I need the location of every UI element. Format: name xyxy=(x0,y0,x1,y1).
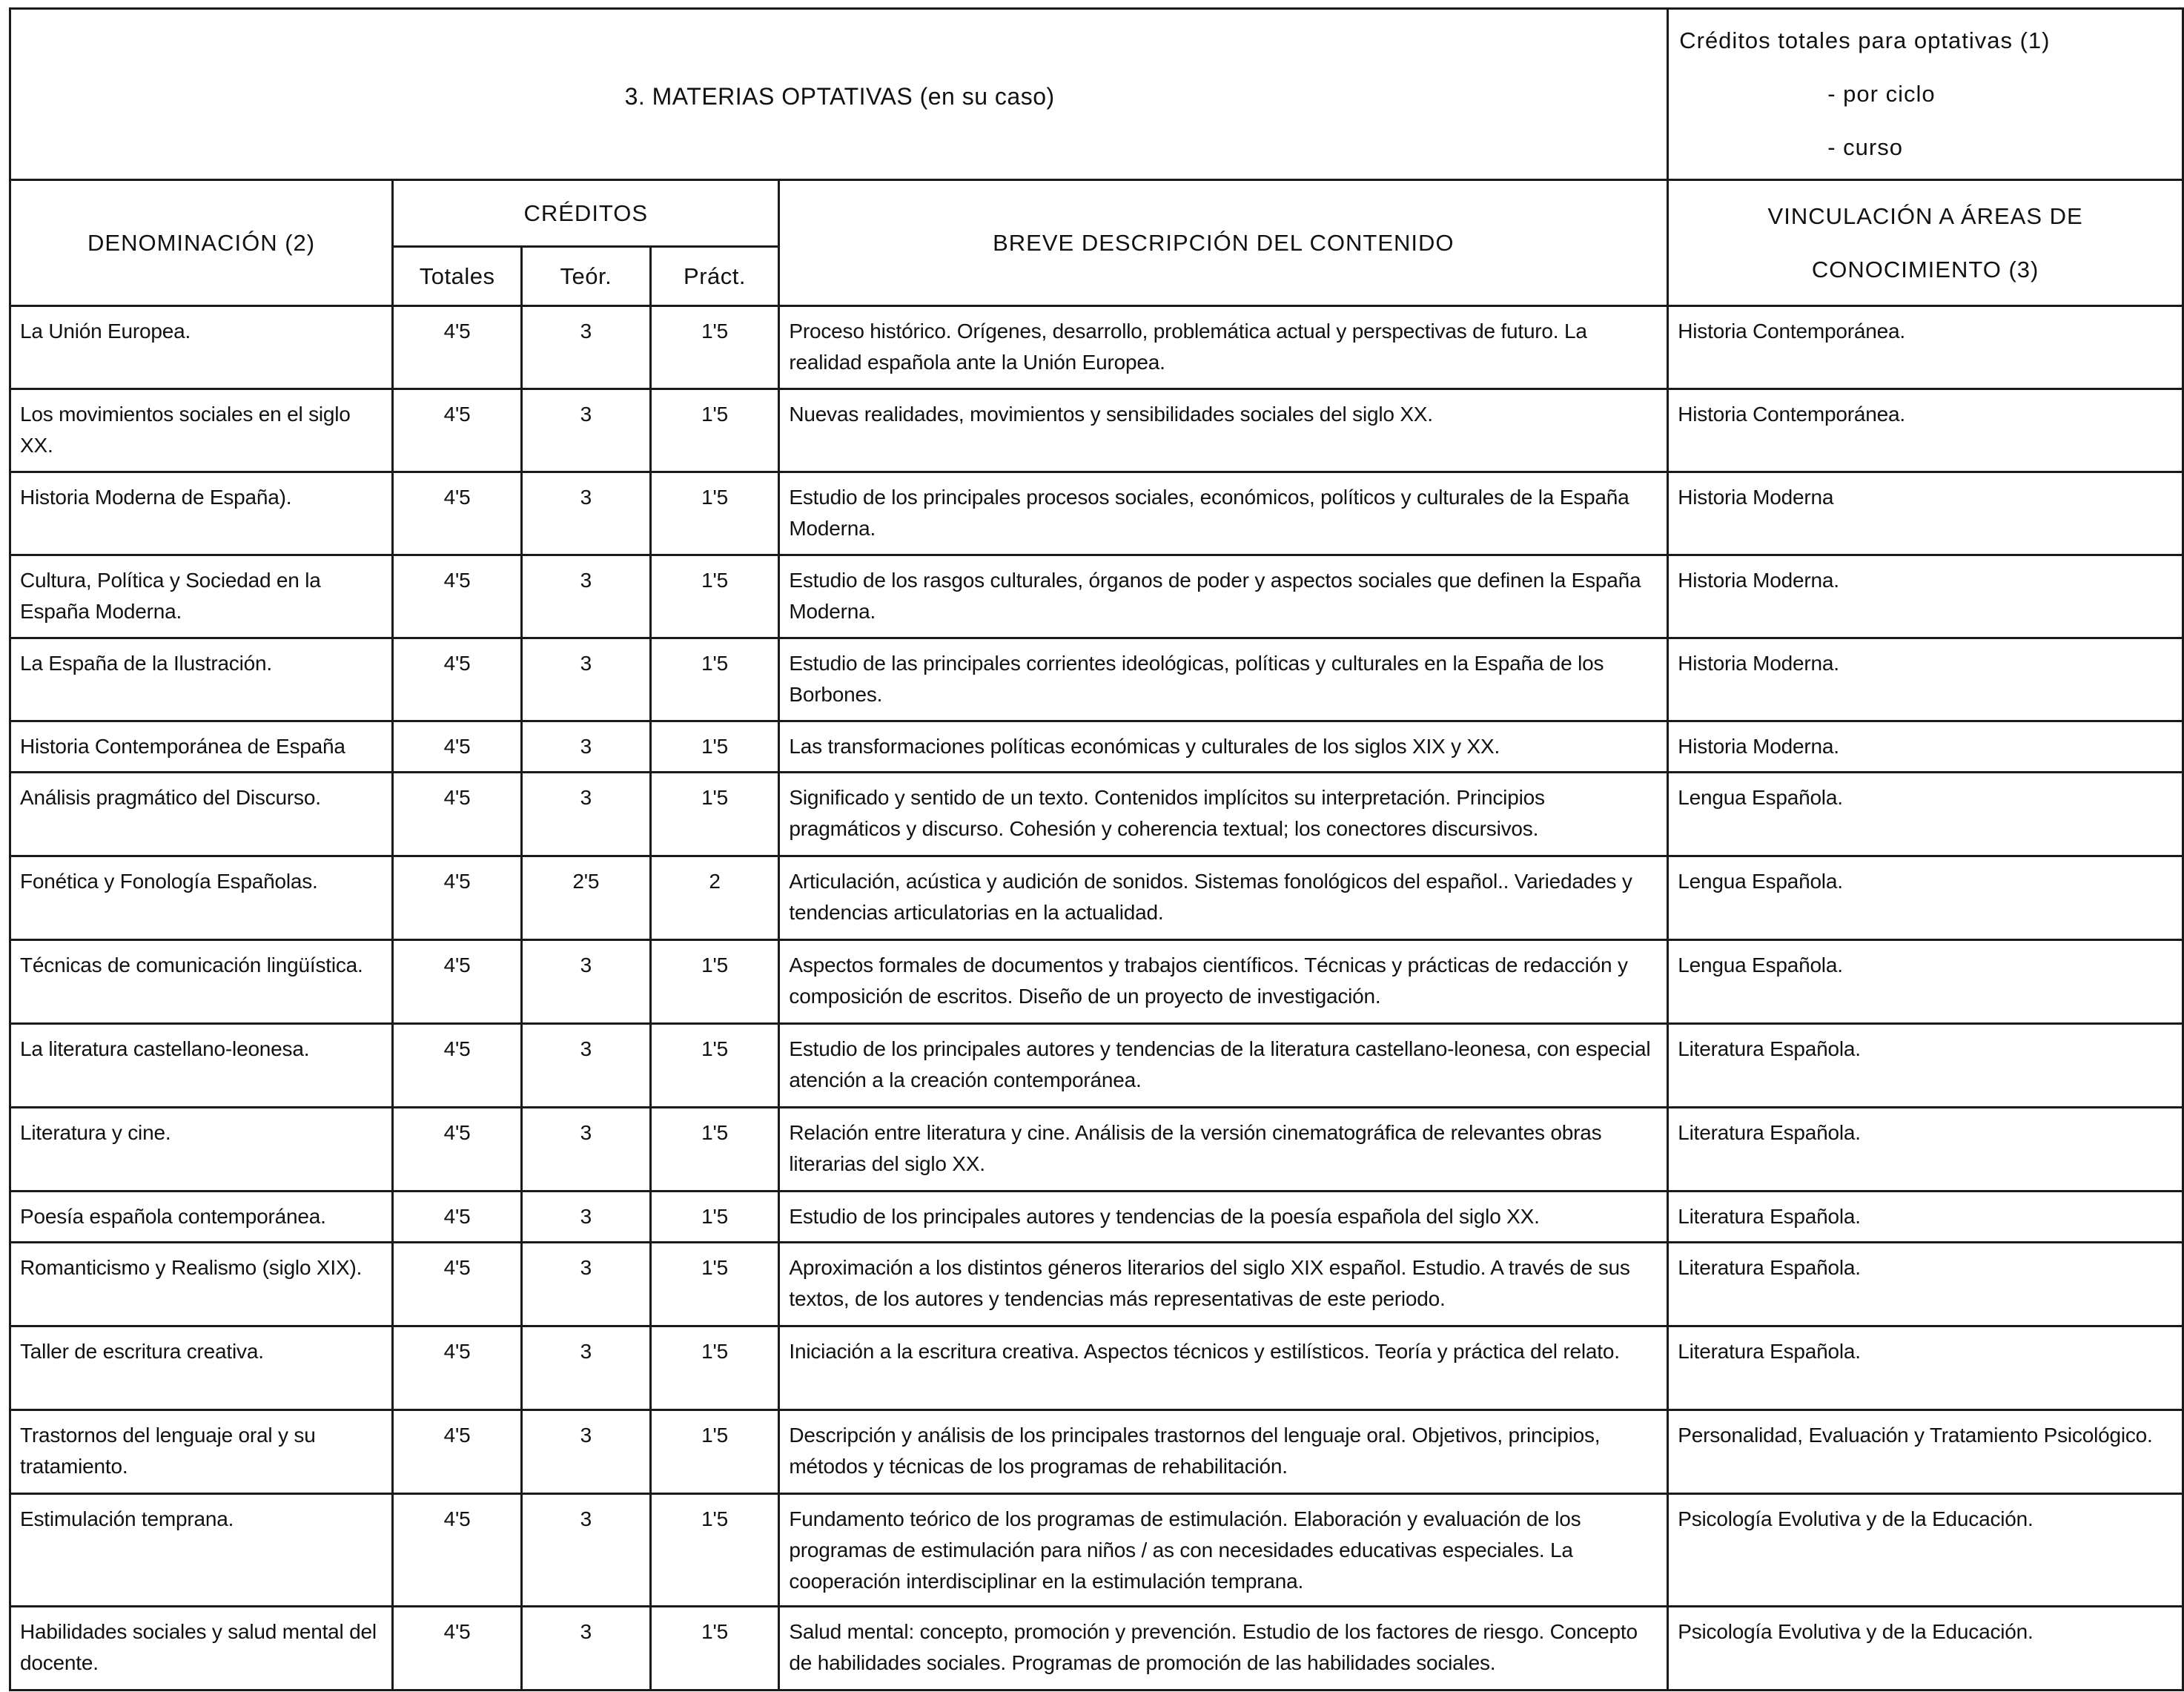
credits-teor: 3 xyxy=(521,389,650,472)
table-row xyxy=(10,773,2183,856)
credits-totales: 4'5 xyxy=(393,1192,522,1243)
table-row xyxy=(10,472,2183,555)
totals-cell xyxy=(1668,9,2183,180)
table-row xyxy=(10,1108,2183,1192)
subject-description: Aproximación a los distintos géneros literarios del siglo XIX español. Estudio. A través de sus textos, de los autores y tendencias más representativas de este periodo. xyxy=(779,1243,1668,1326)
knowledge-area: Historia Moderna. xyxy=(1668,555,2183,638)
credits-teor: 2'5 xyxy=(521,856,650,940)
table-row xyxy=(10,1024,2183,1108)
credits-totales: 4'5 xyxy=(393,1024,522,1108)
section-title: 3. MATERIAS OPTATIVAS (en su caso) xyxy=(10,9,1668,180)
credits-teor: 3 xyxy=(521,1192,650,1243)
knowledge-area: Literatura Española. xyxy=(1668,1243,2183,1326)
credits-pract: 1'5 xyxy=(650,638,779,721)
credits-pract: 1'5 xyxy=(650,306,779,389)
credits-teor: 3 xyxy=(521,472,650,555)
credits-pract: 1'5 xyxy=(650,1192,779,1243)
knowledge-area: Lengua Española. xyxy=(1668,856,2183,940)
subject-description: Significado y sentido de un texto. Contenidos implícitos su interpretación. Principios pragmáticos y discurso. Cohesión y coherencia textual; los conectores discursivos. xyxy=(779,773,1668,856)
credits-pract: 1'5 xyxy=(650,1607,779,1691)
subject-name: Historia Contemporánea de España xyxy=(10,721,393,773)
table-row xyxy=(10,1192,2183,1243)
credits-totales: 4'5 xyxy=(393,940,522,1024)
table-row xyxy=(10,856,2183,940)
credits-totales: 4'5 xyxy=(393,1326,522,1410)
subject-description: Estudio de los principales autores y tendencias de la poesía española del siglo XX. xyxy=(779,1192,1668,1243)
credits-teor: 3 xyxy=(521,1108,650,1192)
credits-pract: 1'5 xyxy=(650,773,779,856)
subject-description: Estudio de los rasgos culturales, órganos de poder y aspectos sociales que definen la España Moderna. xyxy=(779,555,1668,638)
knowledge-area: Lengua Española. xyxy=(1668,940,2183,1024)
knowledge-area: Literatura Española. xyxy=(1668,1024,2183,1108)
subject-description: Proceso histórico. Orígenes, desarrollo, problemática actual y perspectivas de futuro. La realidad española ante la Unión Europea. xyxy=(779,306,1668,389)
subject-name: Habilidades sociales y salud mental del docente. xyxy=(10,1607,393,1691)
credits-teor: 3 xyxy=(521,1024,650,1108)
subject-name: Historia Moderna de España). xyxy=(10,472,393,555)
credits-pract: 1'5 xyxy=(650,389,779,472)
col-totales: Totales xyxy=(393,247,522,306)
table-row xyxy=(10,638,2183,721)
table-row xyxy=(10,721,2183,773)
table-row xyxy=(10,1607,2183,1691)
table-row xyxy=(10,1243,2183,1326)
credits-teor: 3 xyxy=(521,1410,650,1494)
subject-description: Estudio de los principales procesos sociales, económicos, políticos y culturales de la España Moderna. xyxy=(779,472,1668,555)
table-body xyxy=(10,9,2183,1691)
credits-teor: 3 xyxy=(521,1326,650,1410)
table-row xyxy=(10,1410,2183,1494)
credits-pract: 1'5 xyxy=(650,1108,779,1192)
credits-pract: 1'5 xyxy=(650,1410,779,1494)
subject-name: Estimulación temprana. xyxy=(10,1494,393,1607)
subject-name: Literatura y cine. xyxy=(10,1108,393,1192)
table-row xyxy=(10,389,2183,472)
credits-teor: 3 xyxy=(521,555,650,638)
credits-totales: 4'5 xyxy=(393,389,522,472)
credits-teor: 3 xyxy=(521,1607,650,1691)
credits-totales: 4'5 xyxy=(393,1607,522,1691)
subject-name: Análisis pragmático del Discurso. xyxy=(10,773,393,856)
credits-totales: 4'5 xyxy=(393,638,522,721)
credits-teor: 3 xyxy=(521,721,650,773)
subject-name: Poesía española contemporánea. xyxy=(10,1192,393,1243)
subject-name: Técnicas de comunicación lingüística. xyxy=(10,940,393,1024)
subject-name: Cultura, Política y Sociedad en la España Moderna. xyxy=(10,555,393,638)
credits-teor: 3 xyxy=(521,306,650,389)
knowledge-area: Literatura Española. xyxy=(1668,1326,2183,1410)
subject-description: Articulación, acústica y audición de sonidos. Sistemas fonológicos del español.. Variedades y tendencias articulatorias en la actualidad. xyxy=(779,856,1668,940)
table-row xyxy=(10,940,2183,1024)
subject-description: Descripción y análisis de los principales trastornos del lenguaje oral. Objetivos, principios, métodos y técnicas de los programas de rehabilitación. xyxy=(779,1410,1668,1494)
totals-ciclo: - por ciclo xyxy=(1827,81,1936,107)
subject-name: La literatura castellano-leonesa. xyxy=(10,1024,393,1108)
credits-pract: 1'5 xyxy=(650,721,779,773)
credits-totales: 4'5 xyxy=(393,555,522,638)
knowledge-area: Historia Moderna xyxy=(1668,472,2183,555)
credits-totales: 4'5 xyxy=(393,773,522,856)
credits-pract: 1'5 xyxy=(650,1494,779,1607)
subject-description: Fundamento teórico de los programas de estimulación. Elaboración y evaluación de los programas de estimulación para niños / as con necesidades educativas especiales. La cooperación interdisciplinar en la estimulación temprana. xyxy=(779,1494,1668,1607)
subject-description: Estudio de los principales autores y tendencias de la literatura castellano-leonesa, con especial atención a la creación contemporánea. xyxy=(779,1024,1668,1108)
subject-description: Salud mental: concepto, promoción y prevención. Estudio de los factores de riesgo. Concepto de habilidades sociales. Programas de promoción de las habilidades sociales. xyxy=(779,1607,1668,1691)
knowledge-area: Literatura Española. xyxy=(1668,1108,2183,1192)
subject-name: Fonética y Fonología Españolas. xyxy=(10,856,393,940)
col-pract: Práct. xyxy=(650,247,779,306)
knowledge-area: Personalidad, Evaluación y Tratamiento Psicológico. xyxy=(1668,1410,2183,1494)
credits-teor: 3 xyxy=(521,773,650,856)
optativas-table xyxy=(9,7,2184,1691)
header-row xyxy=(10,180,2183,247)
subject-name: Los movimientos sociales en el siglo XX. xyxy=(10,389,393,472)
credits-totales: 4'5 xyxy=(393,306,522,389)
credits-teor: 3 xyxy=(521,1494,650,1607)
table-row xyxy=(10,555,2183,638)
credits-totales: 4'5 xyxy=(393,1108,522,1192)
totals-title: Créditos totales para optativas (1) xyxy=(1679,27,2051,53)
credits-teor: 3 xyxy=(521,940,650,1024)
credits-totales: 4'5 xyxy=(393,1494,522,1607)
knowledge-area: Psicología Evolutiva y de la Educación. xyxy=(1668,1607,2183,1691)
knowledge-area: Psicología Evolutiva y de la Educación. xyxy=(1668,1494,2183,1607)
table-row xyxy=(10,306,2183,389)
subject-description: Aspectos formales de documentos y trabajos científicos. Técnicas y prácticas de redacción y composición de escritos. Diseño de un proyecto de investigación. xyxy=(779,940,1668,1024)
credits-pract: 1'5 xyxy=(650,940,779,1024)
subject-name: La Unión Europea. xyxy=(10,306,393,389)
col-teor: Teór. xyxy=(521,247,650,306)
subject-name: La España de la Ilustración. xyxy=(10,638,393,721)
subject-name: Romanticismo y Realismo (siglo XIX). xyxy=(10,1243,393,1326)
knowledge-area: Historia Contemporánea. xyxy=(1668,306,2183,389)
totals-curso: - curso xyxy=(1827,134,1903,160)
credits-pract: 1'5 xyxy=(650,1243,779,1326)
subject-description: Las transformaciones políticas económicas y culturales de los siglos XIX y XX. xyxy=(779,721,1668,773)
title-row xyxy=(10,9,2183,180)
credits-totales: 4'5 xyxy=(393,472,522,555)
subject-description: Iniciación a la escritura creativa. Aspectos técnicos y estilísticos. Teoría y práctica del relato. xyxy=(779,1326,1668,1410)
subject-description: Estudio de las principales corrientes ideológicas, políticas y culturales en la España de los Borbones. xyxy=(779,638,1668,721)
subject-name: Trastornos del lenguaje oral y su tratamiento. xyxy=(10,1410,393,1494)
subject-description: Nuevas realidades, movimientos y sensibilidades sociales del siglo XX. xyxy=(779,389,1668,472)
credits-teor: 3 xyxy=(521,1243,650,1326)
credits-teor: 3 xyxy=(521,638,650,721)
credits-pract: 1'5 xyxy=(650,1024,779,1108)
table-row xyxy=(10,1326,2183,1410)
credits-totales: 4'5 xyxy=(393,1243,522,1326)
col-descripcion: BREVE DESCRIPCIÓN DEL CONTENIDO xyxy=(779,180,1668,306)
credits-totales: 4'5 xyxy=(393,721,522,773)
col-vinculacion: VINCULACIÓN A ÁREAS DE CONOCIMIENTO (3) xyxy=(1668,180,2183,306)
credits-pract: 2 xyxy=(650,856,779,940)
credits-pract: 1'5 xyxy=(650,555,779,638)
credits-pract: 1'5 xyxy=(650,1326,779,1410)
col-denominacion: DENOMINACIÓN (2) xyxy=(10,180,393,306)
knowledge-area: Historia Moderna. xyxy=(1668,721,2183,773)
knowledge-area: Literatura Española. xyxy=(1668,1192,2183,1243)
subject-description: Relación entre literatura y cine. Análisis de la versión cinematográfica de relevantes obras literarias del siglo XX. xyxy=(779,1108,1668,1192)
credits-totales: 4'5 xyxy=(393,1410,522,1494)
knowledge-area: Historia Moderna. xyxy=(1668,638,2183,721)
credits-totales: 4'5 xyxy=(393,856,522,940)
table-row xyxy=(10,1494,2183,1607)
knowledge-area: Historia Contemporánea. xyxy=(1668,389,2183,472)
subject-name: Taller de escritura creativa. xyxy=(10,1326,393,1410)
credits-pract: 1'5 xyxy=(650,472,779,555)
col-creditos: CRÉDITOS xyxy=(393,180,779,247)
knowledge-area: Lengua Española. xyxy=(1668,773,2183,856)
